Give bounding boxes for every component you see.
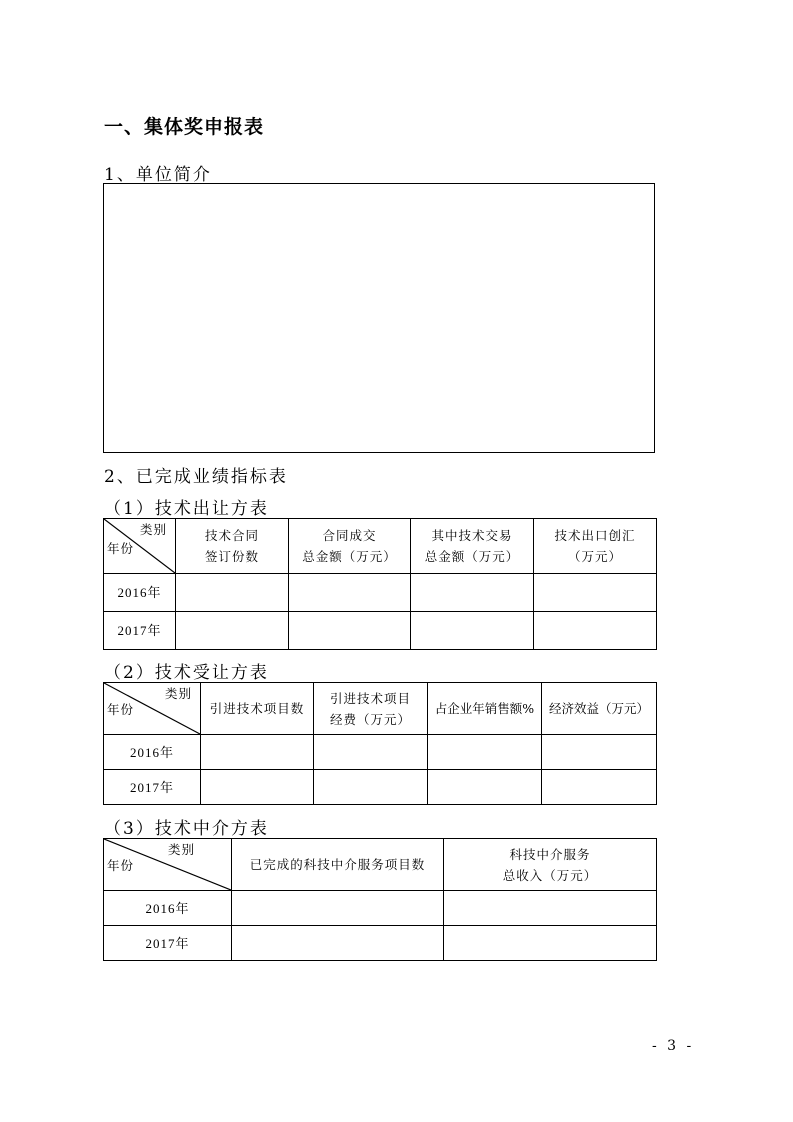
row-year-label: 2017年 [104, 770, 201, 805]
table-row [104, 735, 657, 770]
table1-title: （1）技术出让方表 [104, 499, 269, 519]
input-cell[interactable] [201, 735, 314, 770]
page-number: - 3 - [652, 1038, 695, 1054]
tech-intermediary-table [103, 838, 657, 961]
input-cell[interactable] [534, 612, 657, 650]
corner-header [104, 683, 201, 735]
input-cell[interactable] [411, 612, 534, 650]
column-header: 技术合同 签订份数 [176, 519, 289, 574]
input-cell[interactable] [314, 770, 428, 805]
tech-transfer-in-table [103, 682, 657, 805]
column-header: 占企业年销售额% [428, 683, 542, 735]
row-year-label: 2016年 [104, 735, 201, 770]
column-header: 科技中介服务 总收入（万元） [444, 839, 657, 891]
column-header: 其中技术交易 总金额（万元） [411, 519, 534, 574]
corner-header [104, 519, 176, 574]
row-year-label: 2017年 [104, 612, 176, 650]
input-cell[interactable] [542, 770, 657, 805]
corner-header [104, 839, 232, 891]
column-header: 经济效益（万元） [542, 683, 657, 735]
column-header: 合同成交 总金额（万元） [289, 519, 411, 574]
input-cell[interactable] [289, 612, 411, 650]
row-year-label: 2017年 [104, 926, 232, 961]
table2-title: （2）技术受让方表 [104, 663, 269, 683]
column-header: 技术出口创汇 （万元） [534, 519, 657, 574]
table-row [104, 574, 657, 612]
input-cell[interactable] [289, 574, 411, 612]
table-row [104, 891, 657, 926]
input-cell[interactable] [428, 770, 542, 805]
section-title-performance: 2、已完成业绩指标表 [104, 467, 288, 487]
column-header: 引进技术项目数 [201, 683, 314, 735]
input-cell[interactable] [201, 770, 314, 805]
corner-year-label: 年份 [107, 858, 135, 873]
corner-category-label: 类别 [164, 686, 192, 701]
input-cell[interactable] [444, 891, 657, 926]
input-cell[interactable] [411, 574, 534, 612]
unit-intro-box[interactable] [103, 183, 655, 453]
row-year-label: 2016年 [104, 891, 232, 926]
column-header: 引进技术项目 经费（万元） [314, 683, 428, 735]
table-row [104, 926, 657, 961]
table-row [104, 770, 657, 805]
tech-transfer-out-table [103, 518, 657, 650]
input-cell[interactable] [444, 926, 657, 961]
corner-category-label: 类别 [167, 842, 195, 857]
input-cell[interactable] [232, 926, 444, 961]
corner-year-label: 年份 [107, 702, 135, 717]
column-header: 已完成的科技中介服务项目数 [232, 839, 444, 891]
input-cell[interactable] [314, 735, 428, 770]
input-cell[interactable] [232, 891, 444, 926]
table3-title: （3）技术中介方表 [104, 819, 269, 839]
section-title-unit-intro: 1、单位简介 [104, 165, 212, 185]
corner-category-label: 类别 [139, 522, 167, 537]
table-row [104, 612, 657, 650]
corner-year-label: 年份 [107, 541, 135, 556]
input-cell[interactable] [428, 735, 542, 770]
input-cell[interactable] [542, 735, 657, 770]
input-cell[interactable] [176, 574, 289, 612]
row-year-label: 2016年 [104, 574, 176, 612]
input-cell[interactable] [534, 574, 657, 612]
input-cell[interactable] [176, 612, 289, 650]
form-heading: 一、集体奖申报表 [104, 116, 265, 138]
